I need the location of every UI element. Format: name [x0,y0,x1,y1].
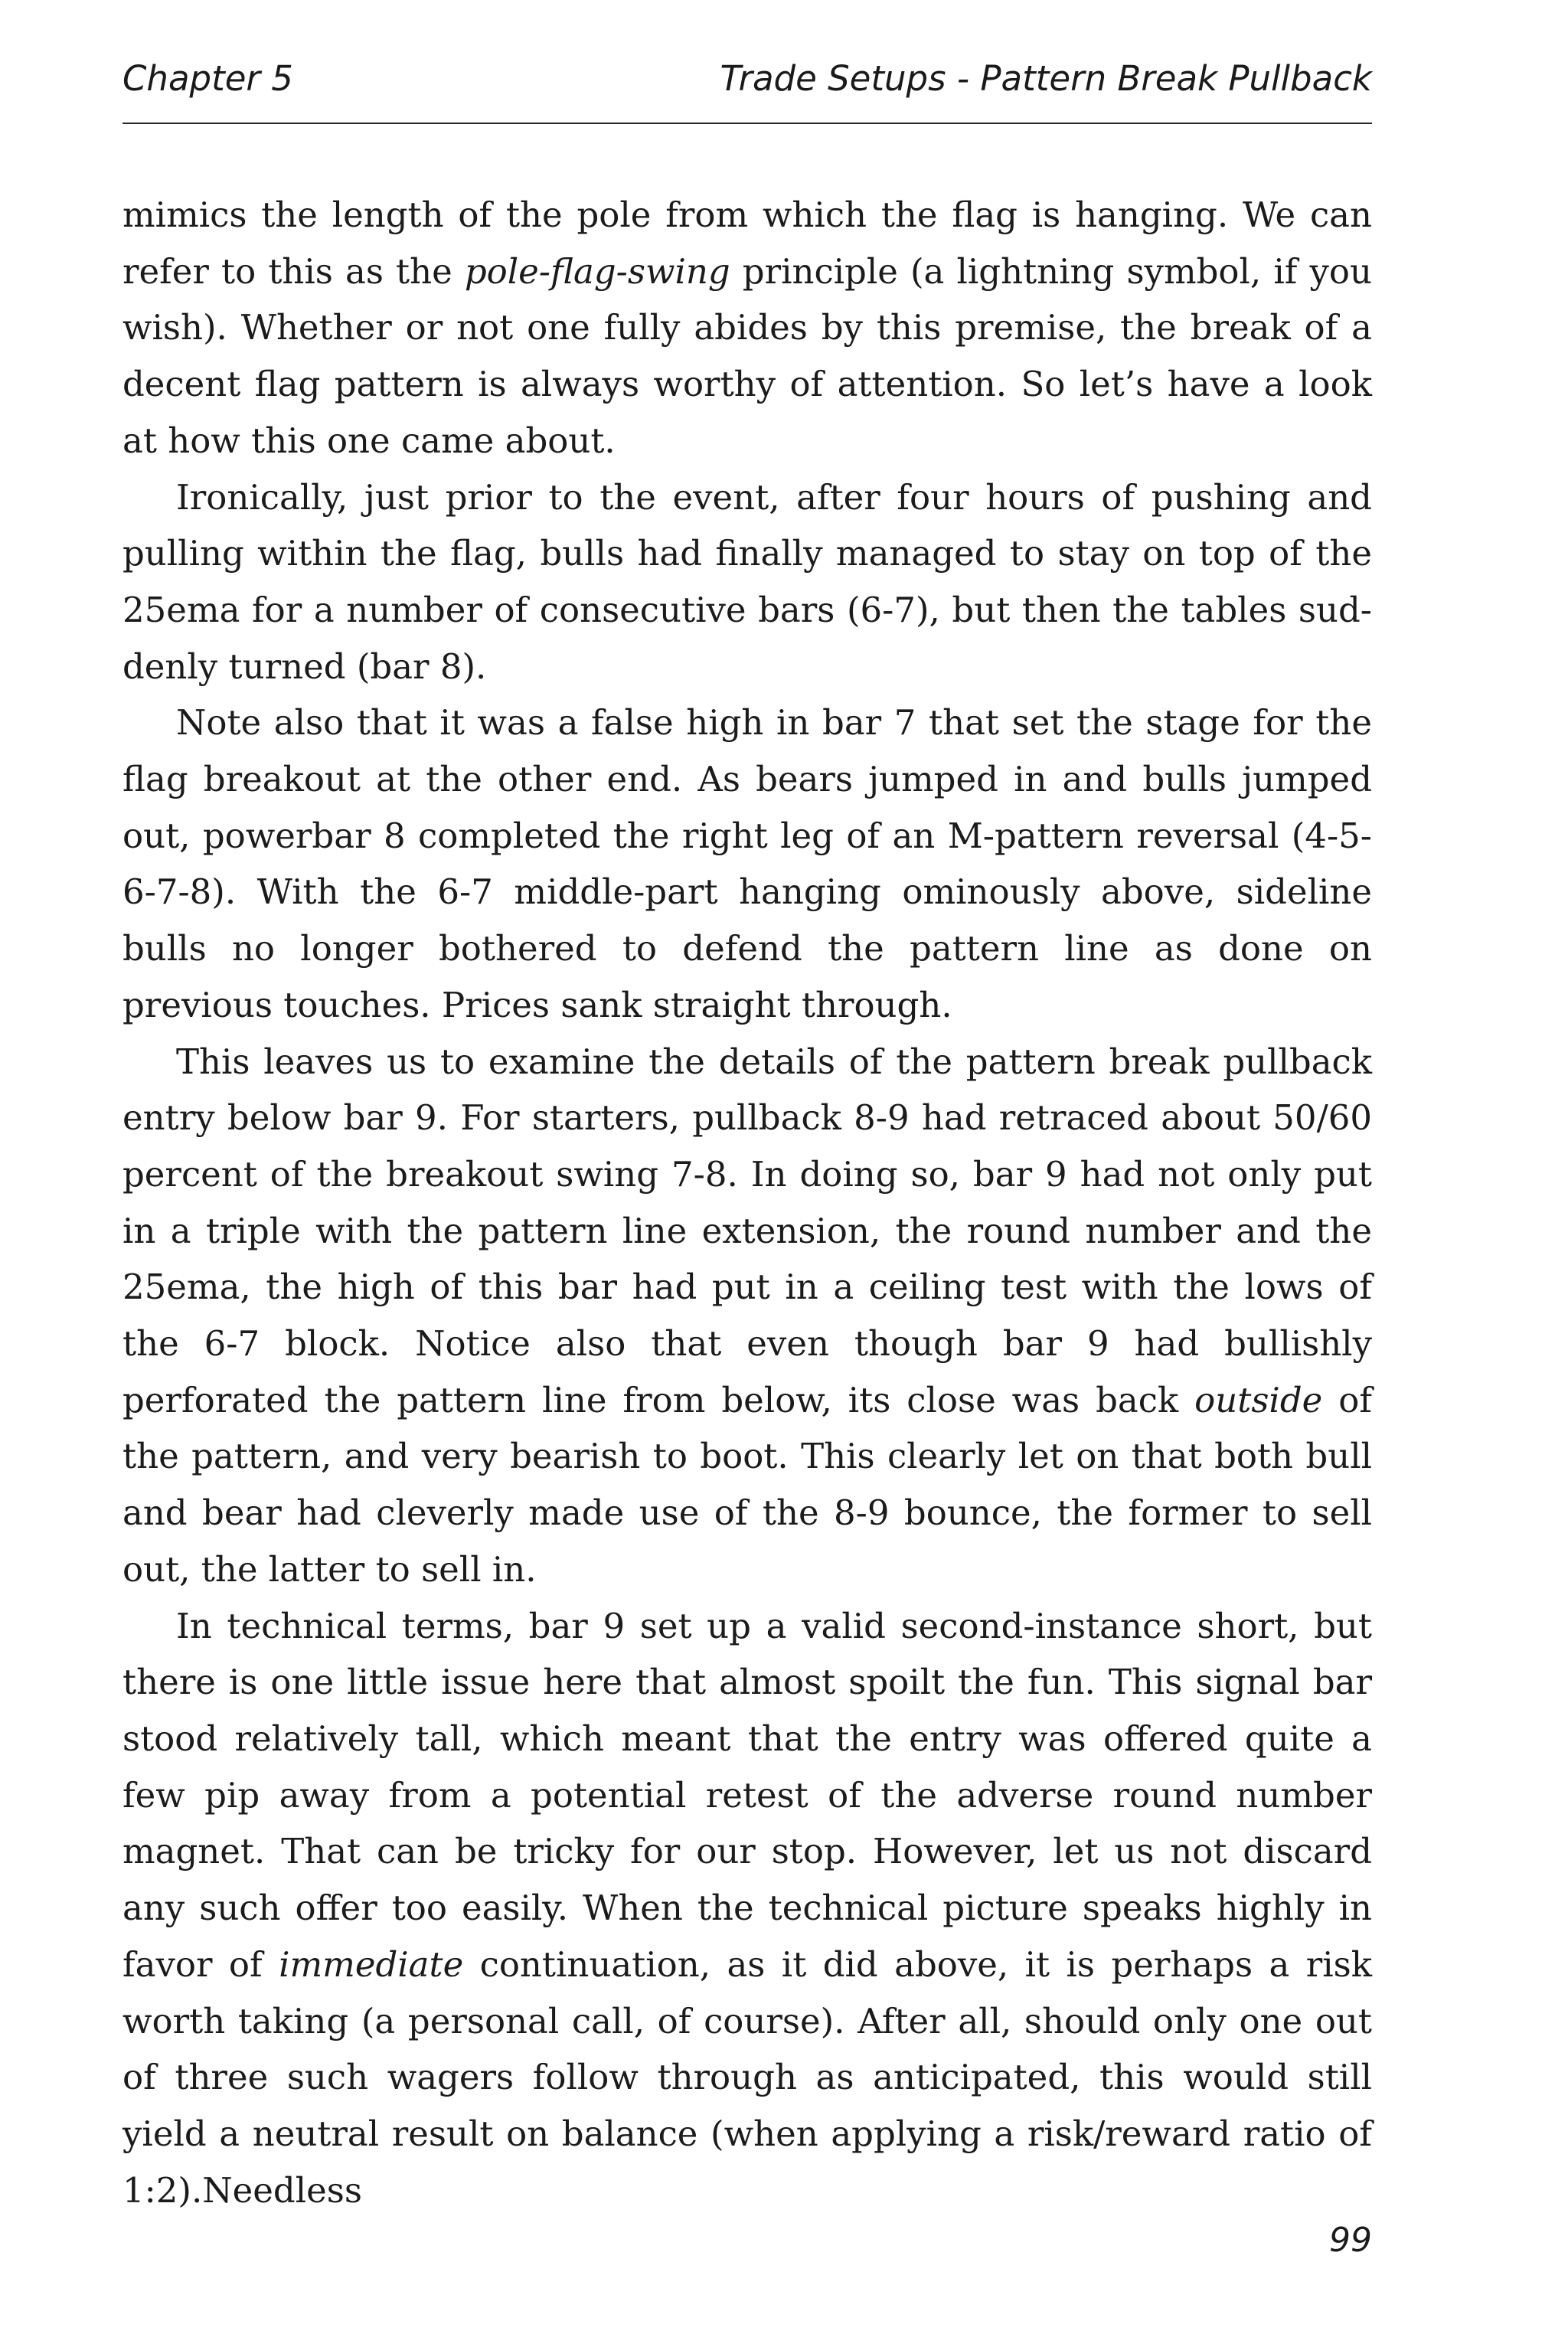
paragraph-1-text-b: principle (a lightning symbol, if you wish). Whether or not one fully abides by this premise, the break of a decent flag pattern is always worthy of attention. So let’s have a look at how this one came about. [122,250,1372,461]
paragraph-5-text-a: In technical terms, bar 9 set up a valid second-instance short, but there is one little issue here that almost spoilt the fun. This signal bar stood relatively tall, which meant that the entry was offered quite a few pip away from a potential retest of the adverse round number magnet. That can be tricky for our stop. However, let us not discard any such offer too easily. When the technical picture speaks highly in favor of [122,1605,1372,1985]
paragraph-1-text-a: mimics the length of the pole from which the flag is hanging. We can refer to this as the [122,194,1372,292]
paragraph-5-emphasis: immediate [279,1943,464,1985]
paragraph-1 [122,187,1372,469]
paragraph-5-text-b: continuation, as it did above, it is perhaps a risk worth taking (a personal call, of course). After all, should only one out of three such wagers follow through as anticipated, this would still yield a neutral result on balance (when applying a risk/reward ratio of 1:2).Needless [122,1943,1373,2211]
paragraph-5 [122,1598,1372,2219]
paragraph-4 [122,1034,1372,1598]
paragraph-4-emphasis: outside [1194,1379,1323,1420]
paragraph-4-text-a: This leaves us to examine the details of the pattern break pullback entry below bar 9. For starters, pullback 8-9 had retraced about 50/60 percent of the breakout swing 7-8. In doing so, bar 9 had not only put in a triple with the pattern line extension, the round number and the 25ema, the high of this bar had put in a ceiling test with the lows of the 6-7 block. Notice also that even though bar 9 had bullishly perforated the pattern line from below, its close was back [122,1041,1372,1420]
paragraph-1-emphasis: pole-flag-swing [464,250,730,292]
chapter-label: Chapter 5 [122,58,293,99]
running-header [122,54,1372,124]
page-number: 99 [1329,2221,1372,2260]
paragraph-4-text-b: of the pattern, and very bearish to boot. This clearly let on that both bull and bear had cleverly made use of the 8-9 bounce, the former to sell out, the latter to sell in. [122,1379,1372,1590]
paragraph-2: Ironically, just prior to the event, after four hours of pushing and pulling within the flag, bulls had finally managed to stay on top of the 25ema for a number of consecutive bars (6-7), but then the tables suddenly turned (bar 8). [122,476,1372,687]
body-text [122,187,1372,2218]
running-title: Trade Setups - Pattern Break Pullback [720,58,1372,99]
paragraph-3: Note also that it was a false high in bar 7 that set the stage for the flag breakout at the other end. As bears jumped in and bulls jumped out, powerbar 8 completed the right leg of an M-pattern reversal (4-5-6-7-8). With the 6-7 middle-part hanging ominously above, sideline bulls no longer bothered to defend the pattern line as done on previous touches. Prices sank straight through. [122,702,1372,1025]
